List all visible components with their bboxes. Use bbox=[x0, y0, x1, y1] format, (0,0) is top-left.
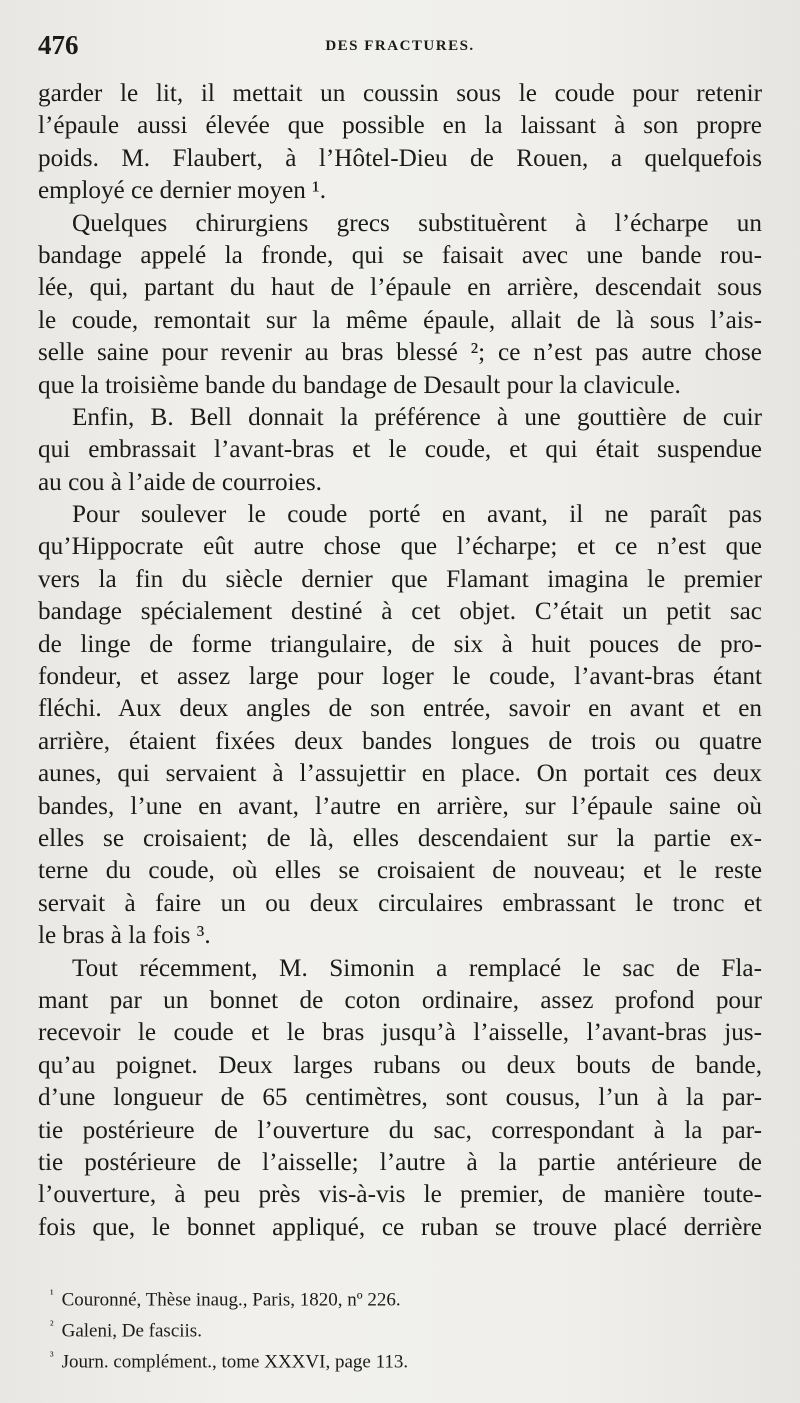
text-line: elles se croisaient; de là, elles descendaient sur la partie ex- bbox=[38, 824, 762, 852]
footnote-mark: ² bbox=[50, 1317, 54, 1332]
text-line: bandes, l’une en avant, l’autre en arrière, sur l’épaule saine où bbox=[38, 792, 762, 820]
footnote bbox=[38, 1282, 762, 1313]
text-line: le bras à la fois ³. bbox=[38, 922, 211, 950]
text-line: de linge de forme triangulaire, de six à huit pouces de pro- bbox=[38, 630, 762, 658]
page-number: 476 bbox=[38, 30, 79, 60]
body-text bbox=[38, 78, 762, 1244]
text-line: l’ouverture, à peu près vis-à-vis le premier, de manière toute- bbox=[38, 1181, 762, 1209]
text-line: qu’Hippocrate eût autre chose que l’écharpe; et ce n’est que bbox=[38, 533, 762, 561]
footnote-mark: ³ bbox=[50, 1348, 54, 1363]
text-line: garder le lit, il mettait un coussin sous le coude pour retenir bbox=[38, 80, 762, 107]
text-line: tie postérieure de l’ouverture du sac, correspondant à la par- bbox=[38, 1116, 762, 1144]
text-line: d’une longueur de 65 centimètres, sont cousus, l’un à la par- bbox=[38, 1084, 762, 1112]
text-line: Enfin, B. Bell donnait la préférence à une gouttière de cuir bbox=[72, 403, 762, 431]
text-line: bandage spécialement destiné à cet objet. C’était un petit sac bbox=[38, 598, 762, 626]
text-line: l’épaule aussi élevée que possible en la laissant à son propre bbox=[38, 112, 762, 140]
text-line: Tout récemment, M. Simonin a remplacé le sac de Fla- bbox=[72, 954, 762, 982]
text-line: fléchi. Aux deux angles de son entrée, savoir en avant et en bbox=[38, 695, 762, 723]
text-line: aunes, qui servaient à l’assujettir en place. On portait ces deux bbox=[38, 760, 762, 788]
text-line: fois que, le bonnet appliqué, ce ruban se trouve placé derrière bbox=[38, 1213, 762, 1241]
text-line: tie postérieure de l’aisselle; l’autre à la partie antérieure de bbox=[38, 1148, 762, 1176]
text-line: employé ce dernier moyen ¹. bbox=[38, 177, 326, 205]
text-line: lée, qui, partant du haut de l’épaule en arrière, descendait sous bbox=[38, 274, 762, 302]
text-line: recevoir le coude et le bras jusqu’à l’aisselle, l’avant-bras jus- bbox=[38, 1019, 762, 1047]
text-line: Pour soulever le coude porté en avant, il ne paraît pas bbox=[72, 501, 762, 529]
page-header bbox=[38, 30, 762, 64]
text-line: Quelques chirurgiens grecs substituèrent à l’écharpe un bbox=[72, 209, 762, 237]
text-line: le coude, remontait sur la même épaule, allait de là sous l’ais- bbox=[38, 306, 762, 334]
footnote bbox=[38, 1313, 762, 1344]
running-title: DES FRACTURES. bbox=[325, 38, 475, 54]
text-line: vers la fin du siècle dernier que Flamant imagina le premier bbox=[38, 565, 762, 593]
footnote-text: Journ. complément., tome XXXVI, page 113. bbox=[61, 1350, 409, 1372]
text-line: poids. M. Flaubert, à l’Hôtel-Dieu de Rouen, a quelquefois bbox=[38, 144, 762, 172]
text-line: selle saine pour revenir au bras blessé ²; ce n’est pas autre chose bbox=[38, 339, 762, 367]
text-line: qui embrassait l’avant-bras et le coude, et qui était suspendue bbox=[38, 436, 762, 464]
text-line: mant par un bonnet de coton ordinaire, assez profond pour bbox=[38, 986, 762, 1014]
text-line: terne du coude, où elles se croisaient de nouveau; et le reste bbox=[38, 857, 762, 885]
footnote-mark: ¹ bbox=[50, 1287, 54, 1301]
text-line: arrière, étaient fixées deux bandes longues de trois ou quatre bbox=[38, 727, 762, 755]
text-line: servait à faire un ou deux circulaires embrassant le tronc et bbox=[38, 889, 762, 917]
text-line: qu’au poignet. Deux larges rubans ou deux bouts de bande, bbox=[38, 1051, 762, 1079]
footnote-text: Couronné, Thèse inaug., Paris, 1820, nº 226. bbox=[61, 1289, 401, 1311]
footnotes bbox=[38, 1282, 762, 1374]
text-line: au cou à l’aide de courroies. bbox=[38, 468, 322, 496]
text-line: fondeur, et assez large pour loger le coude, l’avant-bras étant bbox=[38, 663, 762, 691]
text-line: bandage appelé la fronde, qui se faisait avec une bande rou- bbox=[38, 241, 762, 269]
footnote-text: Galeni, De fasciis. bbox=[61, 1320, 202, 1342]
footnote bbox=[38, 1344, 762, 1375]
text-line: que la troisième bande du bandage de Desault pour la clavicule. bbox=[38, 371, 681, 399]
